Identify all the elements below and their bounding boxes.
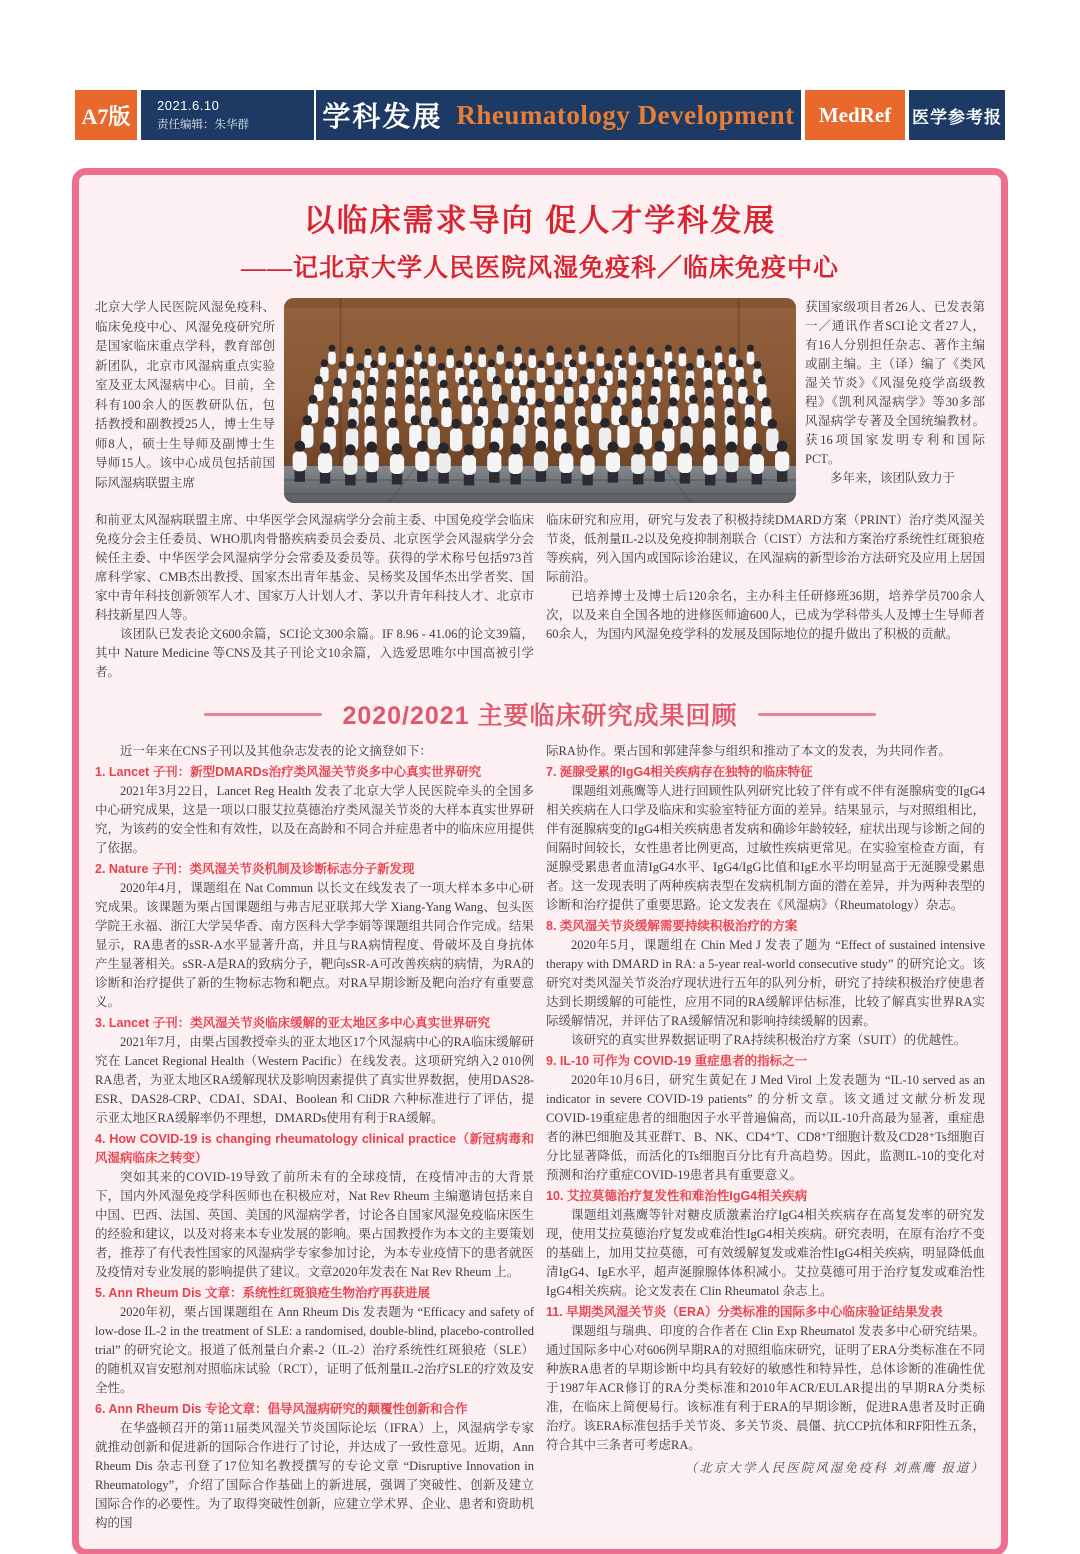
research-item-body: 2020年4月，课题组在 Nat Commun 以长文在线发表了一项大样本多中心研究成果。该课题为栗占国课题组与弗吉尼亚联邦大学 Xiang-Yang Wang、包头医学院王永福、浙江大学吴华香、南方医科大学李娟等课题组共同合作完成。结果显示，RA患者的sSR-A水平显著升高，并且与RA病情程度、骨破坏及自身抗体产生显著相关。sSR-A是RA的致病分子，靶向sSR-A可改善疾病的病情，为RA的诊断和治疗提供了新的生物标志物和靶点。对RA早期诊断及靶向治疗有重要意义。: [95, 881, 534, 1009]
research-item-heading: 8. 类风湿关节炎缓解需要持续积极治疗的方案: [546, 919, 798, 933]
page-label-badge: A7版: [75, 90, 137, 140]
research-item-heading: 5. Ann Rheum Dis 文章：系统性红斑狼疮生物治疗再获进展: [95, 1286, 430, 1300]
newspaper-name: 医学参考报: [909, 90, 1005, 140]
intro-right-paragraph: 获国家级项目者26人、已发表第一／通讯作者SCI论文者27人，有16人分别担任杂志、著作主编或副主编。主（译）编了《类风湿关节炎》《风湿免疫学高级教程》《凯利风湿病学》等30多部风湿病学专著及全国统编教材。获16项国家发明专利和国际PCT。: [805, 300, 985, 466]
results-section-title: 2020/2021 主要临床研究成果回顾: [342, 702, 738, 730]
group-photo-illustration: [284, 298, 796, 503]
research-item-heading: 4. How COVID-19 is changing rheumatology clinical practice（新冠病毒和风湿病临床之转变）: [95, 1132, 534, 1165]
heading-rule-left: [204, 713, 322, 716]
intro-paragraph: 已培养博士及博士后120余名，主办科主任研修班36期，培养学员700余人次，以及来自全国各地的进修医师逾600人，已成为学科带头人及博士生导师者60余人，为国内风湿免疫学科的发展及国际地位的提升做出了积极的贡献。: [546, 589, 985, 641]
section-name-en: Rheumatology Development: [456, 99, 795, 130]
group-photo: [284, 298, 796, 503]
research-results: [95, 742, 985, 1533]
research-item-heading: 3. Lancet 子刊：类风湿关节炎临床缓解的亚太地区多中心真实世界研究: [95, 1016, 491, 1030]
masthead: [75, 90, 1005, 140]
research-intro: 近一年来在CNS子刊以及其他杂志发表的论文摘登如下：: [120, 744, 432, 758]
intro-below-left: [95, 511, 534, 682]
research-item-body: 课题组刘燕鹰等针对糖皮质激素治疗IgG4相关疾病存在高复发率的研究发现，使用艾拉莫德治疗复发或难治性IgG4相关疾病。研究表明，在原有治疗不变的基础上，加用艾拉莫德，可有效缓解复发或难治性IgG4相关疾病，明显降低血清IgG4、IgE水平，超声涎腺腺体体积减小。艾拉莫德可用于治疗复发或难治性IgG4相关疾病。论文发表在 Clin Rheumatol 杂志上。: [546, 1208, 985, 1298]
results-section-heading: [95, 696, 985, 732]
research-item-heading: 10. 艾拉莫德治疗复发性和难治性IgG4相关疾病: [546, 1189, 808, 1203]
research-item-heading: 2. Nature 子刊：类风湿关节炎机制及诊断标志分子新发现: [95, 862, 415, 876]
article-title: 以临床需求导向 促人才学科发展: [303, 203, 777, 238]
intro-below-right: [546, 511, 985, 682]
article-subtitle: ——记北京大学人民医院风湿免疫科／临床免疫中心: [240, 255, 839, 282]
research-item-body: 2020年初，栗占国课题组在 Ann Rheum Dis 发表题为 “Efficacy and safety of low-dose IL-2 in the treatment of SLE: a randomised, double-blind, placebo-controlled trial” 的研究论文。报道了低剂量白介素-2（IL-2）治疗系统性红斑狼疮（SLE）的随机双盲安慰剂对照临床试验（RCT），证明了低剂量IL-2治疗SLE的疗效及安全性。: [95, 1305, 534, 1395]
article-box: [72, 168, 1008, 1554]
research-item-heading: 7. 涎腺受累的IgG4相关疾病存在独特的临床特征: [546, 765, 813, 779]
section-title-bar: [316, 90, 801, 140]
research-item-body: 2021年7月，由栗占国教授牵头的亚太地区17个风湿病中心的RA临床缓解研究在 Lancet Regional Health（Western Pacific）在线发表。这项研究纳入2 010例RA患者，为亚太地区RA缓解现状及影响因素提供了真实世界数据，使用DAS28-ESR、DAS28-CRP、CDAI、SDAI、Boolean 和 CliDR 六种标准进行了评估，提示亚太地区RA缓解率仍不理想，DMARDs使用有利于RA缓解。: [95, 1035, 534, 1125]
heading-rule-right: [758, 713, 876, 716]
research-item-body: 课题组与瑞典、印度的合作者在 Clin Exp Rheumatol 发表多中心研究结果。通过国际多中心对606例早期RA的对照组临床研究，证明了ERA分类标准在不同种族RA患者的早期诊断中均具有较好的敏感性和特异性，总体诊断的准确性优于1987年ACR修订的RA分类标准和2010年ACR/EULAR提出的早期RA分类标准，在临床上简便易行。该标准有利于ERA的早期诊断，促进RA患者及时正确治疗。该ERA标准包括手关节炎、多关节炎、晨僵、抗CCP抗体和RF阳性五条，符合其中三条者可考虑RA。: [546, 1324, 985, 1452]
research-item-body: 该研究的真实世界数据证明了RA持续积极治疗方案（SUIT）的优越性。: [571, 1033, 967, 1047]
date-editor-block: [141, 90, 316, 140]
research-item-body: 突如其来的COVID-19导致了前所未有的全球疫情，在疫情冲击的大背景下，国内外风湿免疫学科医师也在积极应对，Nat Rev Rheum 主编邀请包括来自中国、巴西、法国、英国、美国的风湿病学者，讨论各自国家风湿免疫临床医生的经验和建议，以及对将来本专业发展的影响。栗占国教授作为本文的主要策划者，推荐了有代表性国家的风湿病学专家参加讨论，为本专业疫情下的患者就医及疫情对专业发展的影响提供了建议。文章2020年发表在 Nat Rev Rheum 上。: [95, 1170, 534, 1279]
research-item-heading: 11. 早期类风湿关节炎（ERA）分类标准的国际多中心临床验证结果发表: [546, 1305, 943, 1319]
research-right-column: [546, 742, 985, 1533]
research-item-body: 课题组刘燕鹰等人进行回顾性队列研究比较了伴有或不伴有涎腺病变的IgG4相关疾病在人口学及临床和实验室特征方面的差异。结果显示，与对照组相比，伴有涎腺病变的IgG4相关疾病患者发病和确诊年龄较轻，症状出现与诊断之间的间隔时间较长，女性患者比例更高，过敏性疾病更常见。在实验室检查方面，有涎腺受累患者血清IgG4水平、IgG4/IgG比值和IgE水平均明显高于无涎腺受累患者。这一发现表明了两种疾病表型在发病机制方面的潜在差异，并为两种表型的诊断和治疗提供了重要思路。论文发表在《风湿病》（Rheumatology）杂志。: [546, 784, 985, 912]
section-name-cn: 学科发展: [322, 101, 443, 132]
research-item-body: 2020年10月6日，研究生黄妃在 J Med Virol 上发表题为 “IL-10 served as an indicator in severe COVID-19 patients” 的分析文章。该文通过文献分析发现COVID-19重症患者的细胞因子水平普遍偏高，而以IL-10升高最为显著，重症患者的淋巴细胞及其亚群T、B、NK、CD4⁺T、CD8⁺T细胞计数及CD28⁺Ts细胞百分比显著降低，而活化的Ts细胞百分比有升高趋势。因此，监测IL-10的变化对预测和治疗重症COVID-19患者具有重要意义。: [546, 1073, 985, 1182]
byline: （北京大学人民医院风湿免疫科 刘燕鹰 报道）: [684, 1461, 985, 1475]
intro-below-photo: [95, 511, 985, 682]
intro-paragraph: 临床研究和应用，研究与发表了积极持续DMARD方案（PRINT）治疗类风湿关节炎，低剂量IL-2以及免疫抑制剂联合（CIST）方法和方案治疗系统性红斑狼疮等疾病，列入国内或国际诊治建议，在风湿病的新型诊治方法研究及应用上居国际前沿。: [546, 513, 985, 584]
research-item-heading: 1. Lancet 子刊：新型DMARDs治疗类风湿关节炎多中心真实世界研究: [95, 765, 482, 779]
research-item-heading: 6. Ann Rheum Dis 专论文章：倡导风湿病研究的颠覆性创新和合作: [95, 1402, 468, 1416]
responsible-editor: 责任编辑：朱华群: [157, 119, 249, 131]
intro-left-column: 北京大学人民医院风湿免疫科、临床免疫中心、风湿免疫研究所是国家临床重点学科，教育部创新团队，北京市风湿病重点实验室及亚太风湿病中心。目前，全科有100余人的医教研队伍，包括教授和副教授25人，博士生导师8人，硕士生导师及副博士生导师15人。该中心成员包括前国际风湿病联盟主席: [95, 300, 275, 490]
research-continuation: 际RA协作。栗占国和郭建萍参与组织和推动了本文的发表，为共同作者。: [546, 744, 951, 758]
research-item-body: 在华盛顿召开的第11届类风湿关节炎国际论坛（IFRA）上，风湿病学专家就推动创新和促进新的国际合作进行了讨论，并达成了一致性意见。近期，Ann Rheum Dis 杂志刊登了17位知名教授撰写的专论文章 “Disruptive Innovation in Rheumatology”，介绍了国际合作基础上的新进展，强调了突破性、创新及建立国际合作的必要性。为了取得突破性创新，应建立学术界、企业、患者和资助机构的国: [95, 1421, 534, 1530]
intro-right-paragraph: 多年来，该团队致力于: [830, 471, 956, 485]
research-item-body: 2021年3月22日，Lancet Reg Health 发表了北京大学人民医院牵头的全国多中心研究成果，这是一项以口服艾拉莫德治疗类风湿关节炎的大样本真实世界研究，为该药的安全性和有效性，以及在高龄和不同合并症患者中的临床应用提供了依据。: [95, 784, 534, 855]
issue-date: 2021.6.10: [157, 98, 220, 113]
intro-paragraph: 和前亚太风湿病联盟主席、中华医学会风湿病学分会前主委、中国免疫学会临床免疫分会主任委员、WHO肌肉骨骼疾病委员会委员、北京医学会风湿病学分会候任主委、中华医学会风湿病学分会常委及委员等。获得的学术称号包括973首席科学家、CMB杰出教授、国家杰出青年基金、吴杨奖及国华杰出学者奖、国家中青年科技创新领军人才、国家万人计划人才、茅以升青年科技人才、北京市科技新星四人等。: [95, 513, 534, 622]
research-item-heading: 9. IL-10 可作为 COVID-19 重症患者的指标之一: [546, 1054, 808, 1068]
research-left-column: [95, 742, 534, 1533]
research-item-body: 2020年5月，课题组在 Chin Med J 发表了题为 “Effect of sustained intensive therapy with DMARD in RA: a 5-year real-world consecutive study” 的研究论文。该研究对类风湿关节炎治疗现状进行五年的队列分析，研究了持续积极治疗使患者达到长期缓解的可能性，应用不同的RA缓解评估标准，比较了解真实世界RA实际缓解情况，并评估了RA缓解情况和影响持续缓解的因素。: [546, 938, 985, 1028]
intro-right-column: [805, 298, 985, 503]
intro-paragraph: 该团队已发表论文600余篇，SCI论文300余篇。IF 8.96 - 41.06的论文39篇，其中 Nature Medicine 等CNS及其子刊论文10余篇，入选爱思唯尔中国高被引学者。: [95, 627, 534, 679]
intro-row: [95, 298, 985, 503]
brand-badge: MedRef: [805, 90, 905, 140]
